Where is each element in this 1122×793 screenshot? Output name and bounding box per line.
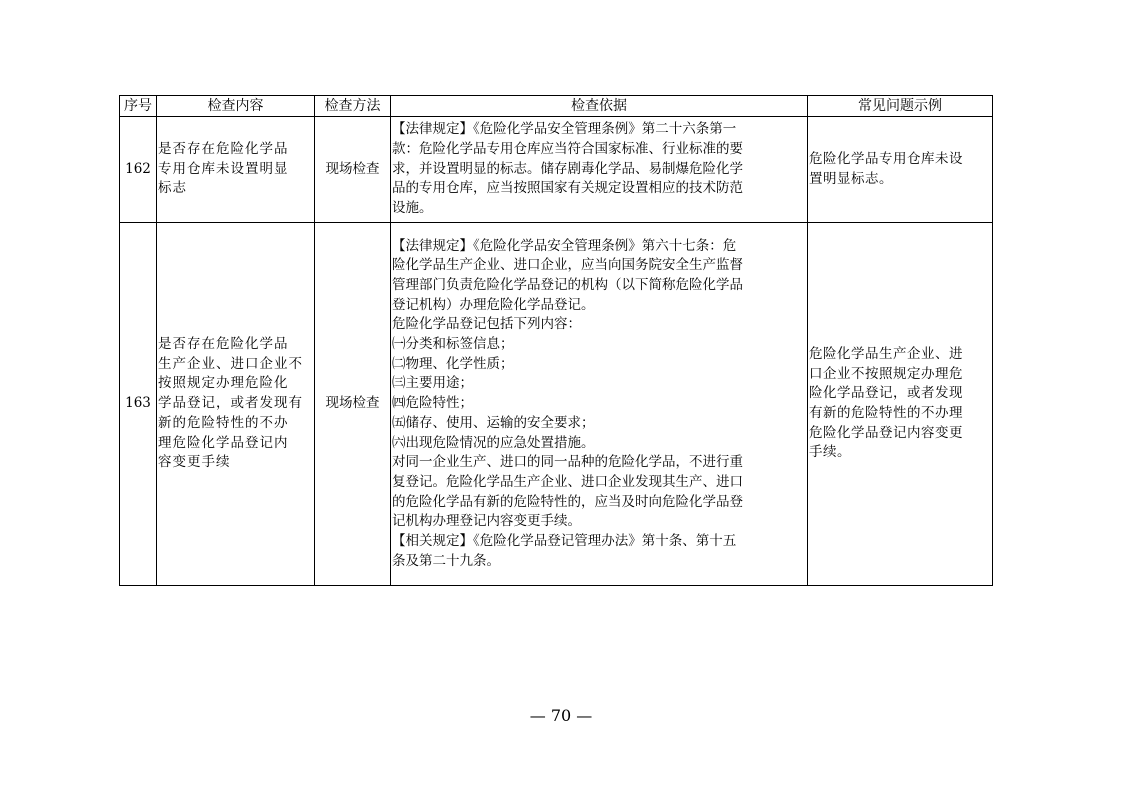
text-line: 对同一企业生产、进口的同一品种的危险化学品，不进行重 [392, 454, 743, 471]
row-number: 162 [120, 117, 157, 223]
text-line: 学品登记，或者发现有 [158, 395, 303, 412]
text-line: 危险化学品专用仓库未设 [809, 150, 963, 167]
text-line: 款：危险化学品专用仓库应当符合国家标准、行业标准的要 [392, 140, 743, 157]
header-issue: 常见问题示例 [808, 96, 993, 117]
text-line: 条及第二十九条。 [392, 552, 500, 569]
text-line: 专用仓库未设置明显 [158, 160, 289, 177]
header-no: 序号 [120, 96, 157, 117]
table-header-row [120, 96, 993, 117]
text-line: ㈣危险特性； [392, 395, 473, 412]
common-issue [808, 223, 993, 586]
table-row [120, 223, 993, 586]
check-method: 现场检查 [315, 223, 391, 586]
text-line: 容变更手续 [158, 454, 231, 471]
text-line: 手续。 [809, 444, 851, 461]
text-line: 理危险化学品登记内 [158, 434, 289, 451]
text-line: 危险化学品登记内容变更 [809, 424, 963, 441]
text-line: ㈥出现危险情况的应急处置措施。 [392, 434, 595, 451]
text-line: 设施。 [392, 200, 433, 217]
text-line: 危险化学品登记包括下列内容： [392, 316, 581, 333]
text-line: 置明显标志。 [809, 170, 893, 187]
text-line: 新的危险特性的不办 [158, 414, 289, 431]
text-line: 是否存在危险化学品 [158, 336, 289, 353]
text-line: 按照规定办理危险化 [158, 375, 289, 392]
header-content: 检查内容 [157, 96, 315, 117]
header-method: 检查方法 [315, 96, 391, 117]
text-line: ㈢主要用途； [392, 375, 473, 392]
header-basis: 检查依据 [391, 96, 808, 117]
text-line: 口企业不按照规定办理危 [809, 365, 963, 382]
text-line: 标志 [158, 180, 187, 197]
text-line: 记机构办理登记内容变更手续。 [392, 513, 581, 530]
check-content [157, 117, 315, 223]
check-basis [391, 223, 808, 586]
text-line: 是否存在危险化学品 [158, 140, 289, 157]
text-line: ㈠分类和标签信息； [392, 336, 514, 353]
table-row [120, 117, 993, 223]
text-line: 险化学品登记，或者发现 [809, 385, 963, 402]
text-line: 登记机构）办理危险化学品登记。 [392, 296, 595, 313]
text-line: 危险化学品生产企业、进 [809, 345, 963, 362]
text-line: 求，并设置明显的标志。储存剧毒化学品、易制爆危险化学 [392, 160, 743, 177]
check-content [157, 223, 315, 586]
text-line: 的危险化学品有新的危险特性的，应当及时向危险化学品登 [392, 493, 743, 510]
text-line: 生产企业、进口企业不 [158, 355, 303, 372]
text-line: 【法律规定】《危险化学品安全管理条例》第二十六条第一 [392, 121, 737, 138]
text-line: 【相关规定】《危险化学品登记管理办法》第十条、第十五 [392, 533, 737, 550]
row-number: 163 [120, 223, 157, 586]
text-line: 复登记。危险化学品生产企业、进口企业发现其生产、进口 [392, 473, 743, 490]
text-line: 有新的危险特性的不办理 [809, 405, 963, 421]
common-issue [808, 117, 993, 223]
text-line: 【法律规定】《危险化学品安全管理条例》第六十七条：危 [392, 237, 737, 254]
page-number: — 70 — [529, 706, 593, 725]
check-method: 现场检查 [315, 117, 391, 223]
text-line: 品的专用仓库，应当按照国家有关规定设置相应的技术防范 [392, 180, 743, 197]
check-basis [391, 117, 808, 223]
text-line: ㈤储存、使用、运输的安全要求； [392, 414, 595, 431]
text-line: 管理部门负责危险化学品登记的机构（以下简称危险化学品 [392, 276, 743, 293]
inspection-table [119, 95, 993, 586]
text-line: 险化学品生产企业、进口企业，应当向国务院安全生产监督 [392, 257, 743, 274]
text-line: ㈡物理、化学性质； [392, 355, 514, 372]
